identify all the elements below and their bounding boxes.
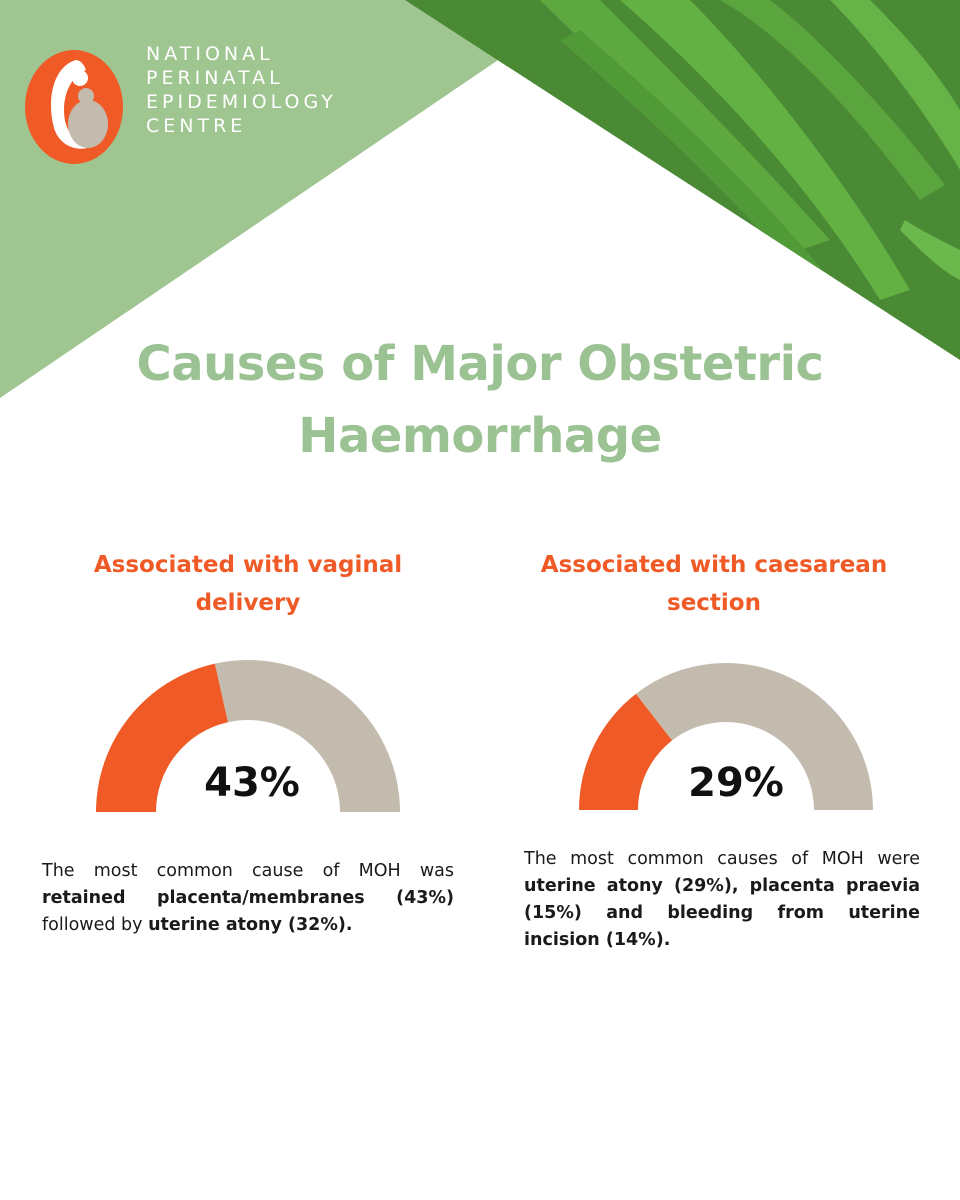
- heading-line-1: Associated with caesarean: [540, 552, 888, 578]
- caesarean-section-description: [524, 846, 920, 954]
- page-title: [40, 328, 920, 472]
- vaginal-delivery-heading: [48, 546, 448, 622]
- vaginal-delivery-description: [42, 858, 454, 939]
- caesarean-section-percent: 29%: [688, 760, 784, 806]
- org-line-1: NATIONAL: [146, 43, 274, 65]
- desc-text-2: followed by: [42, 915, 143, 935]
- organization-name: [146, 42, 337, 138]
- desc-bold-1: retained placenta/membranes (43%): [42, 888, 454, 908]
- org-line-4: CENTRE: [146, 115, 247, 137]
- title-line-1: Causes of Major Obstetric: [136, 336, 824, 392]
- caesarean-section-heading: [514, 546, 914, 622]
- org-line-2: PERINATAL: [146, 67, 284, 89]
- heading-line-1: Associated with vaginal: [93, 552, 403, 578]
- heading-line-2: section: [667, 590, 761, 616]
- org-line-3: EPIDEMIOLOGY: [146, 91, 337, 113]
- desc-bold-1: uterine atony (29%), placenta praevia (15%) and bleeding from uterine incision (14%).: [524, 876, 920, 950]
- desc-bold-2: uterine atony (32%).: [148, 915, 353, 935]
- title-line-2: Haemorrhage: [298, 408, 662, 464]
- mother-and-child-icon: [24, 48, 124, 166]
- desc-text-1: The most common causes of MOH were: [524, 849, 920, 869]
- heading-line-2: delivery: [195, 590, 301, 616]
- vaginal-delivery-percent: 43%: [204, 760, 300, 806]
- desc-text-1: The most common cause of MOH was: [42, 861, 454, 881]
